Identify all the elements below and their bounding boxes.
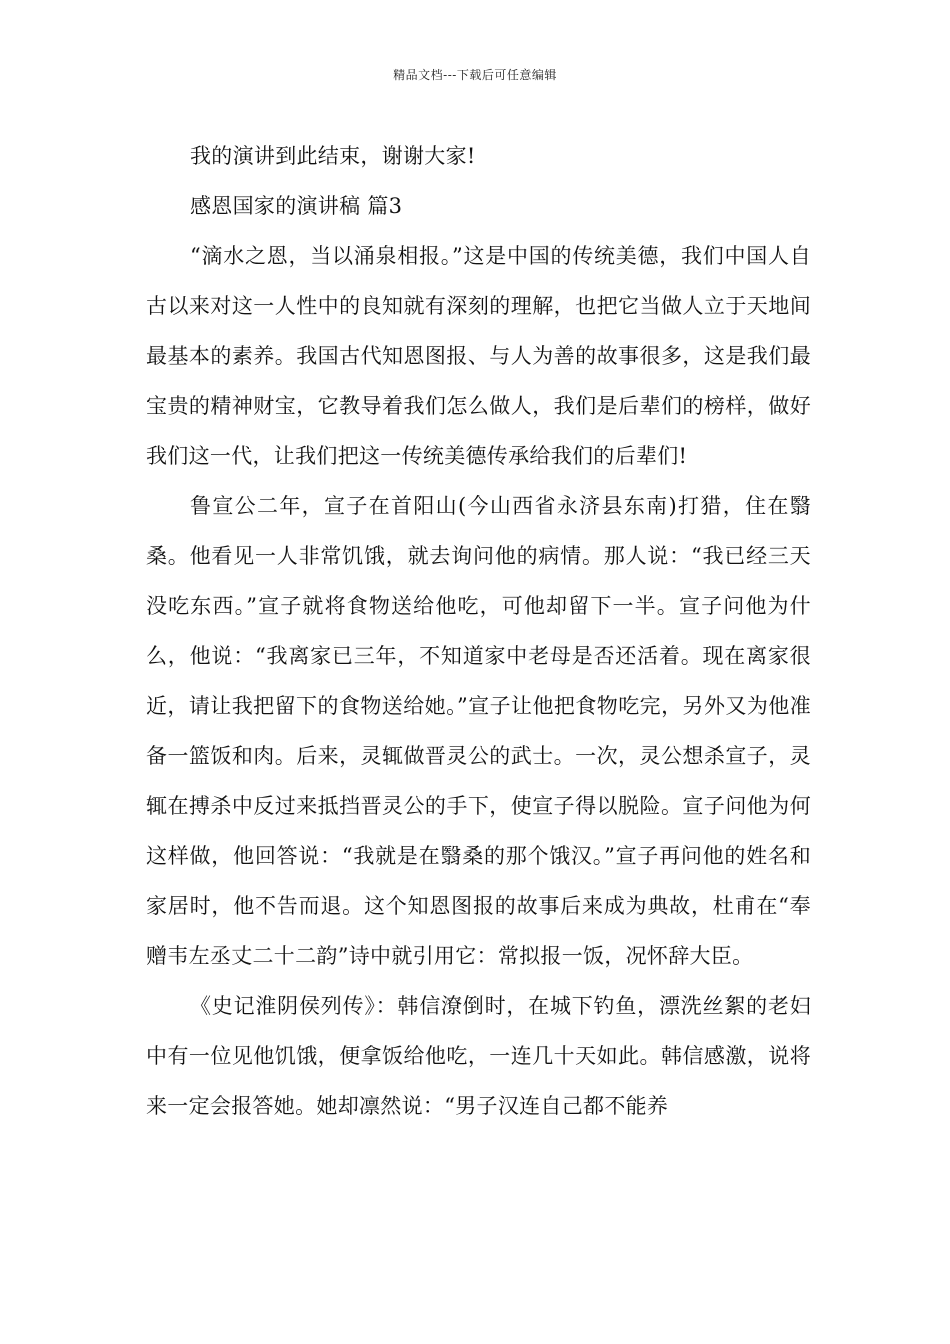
section-heading: 感恩国家的演讲稿 篇3	[190, 194, 403, 218]
page-header: 精品文档---下载后可任意编辑	[393, 68, 557, 82]
document-body	[146, 131, 811, 1131]
closing-line: 我的演讲到此结束，谢谢大家!	[190, 144, 476, 168]
body-paragraph: 鲁宣公二年，宣子在首阳山(今山西省永济县东南)打猎，住在翳桑。他看见一人非常饥饿，就去询问他的病情。那人说：“我已经三天没吃东西。”宣子就将食物送给他吃，可他却留下一半。宣子问他为什么，他说：“我离家已三年，不知道家中老母是否还活着。现在离家很近，请让我把留下的食物送给她。”宣子让他把食物吃完，另外又为他准备一篮饭和肉。后来，灵辄做晋灵公的武士。一次，灵公想杀宣子，灵辄在搏杀中反过来抵挡晋灵公的手下，使宣子得以脱险。宣子问他为何这样做，他回答说：“我就是在翳桑的那个饿汉。”宣子再问他的姓名和家居时，他不告而退。这个知恩图报的故事后来成为典故，杜甫在“奉赠韦左丞丈二十二韵”诗中就引用它：常拟报一饭，况怀辞大臣。	[146, 494, 811, 968]
body-paragraph: 《史记淮阴侯列传》：韩信潦倒时，在城下钓鱼，漂洗丝絮的老妇中有一位见他饥饿，便拿饭给他吃，一连几十天如此。韩信感激，说将来一定会报答她。她却凛然说：“男子汉连自己都不能养	[146, 994, 811, 1118]
body-paragraph: “滴水之恩，当以涌泉相报。”这是中国的传统美德，我们中国人自古以来对这一人性中的良知就有深刻的理解，也把它当做人立于天地间最基本的素养。我国古代知恩图报、与人为善的故事很多，这是我们最宝贵的精神财宝，它教导着我们怎么做人，我们是后辈们的榜样，做好我们这一代，让我们把这一传统美德传承给我们的后辈们!	[146, 244, 811, 468]
